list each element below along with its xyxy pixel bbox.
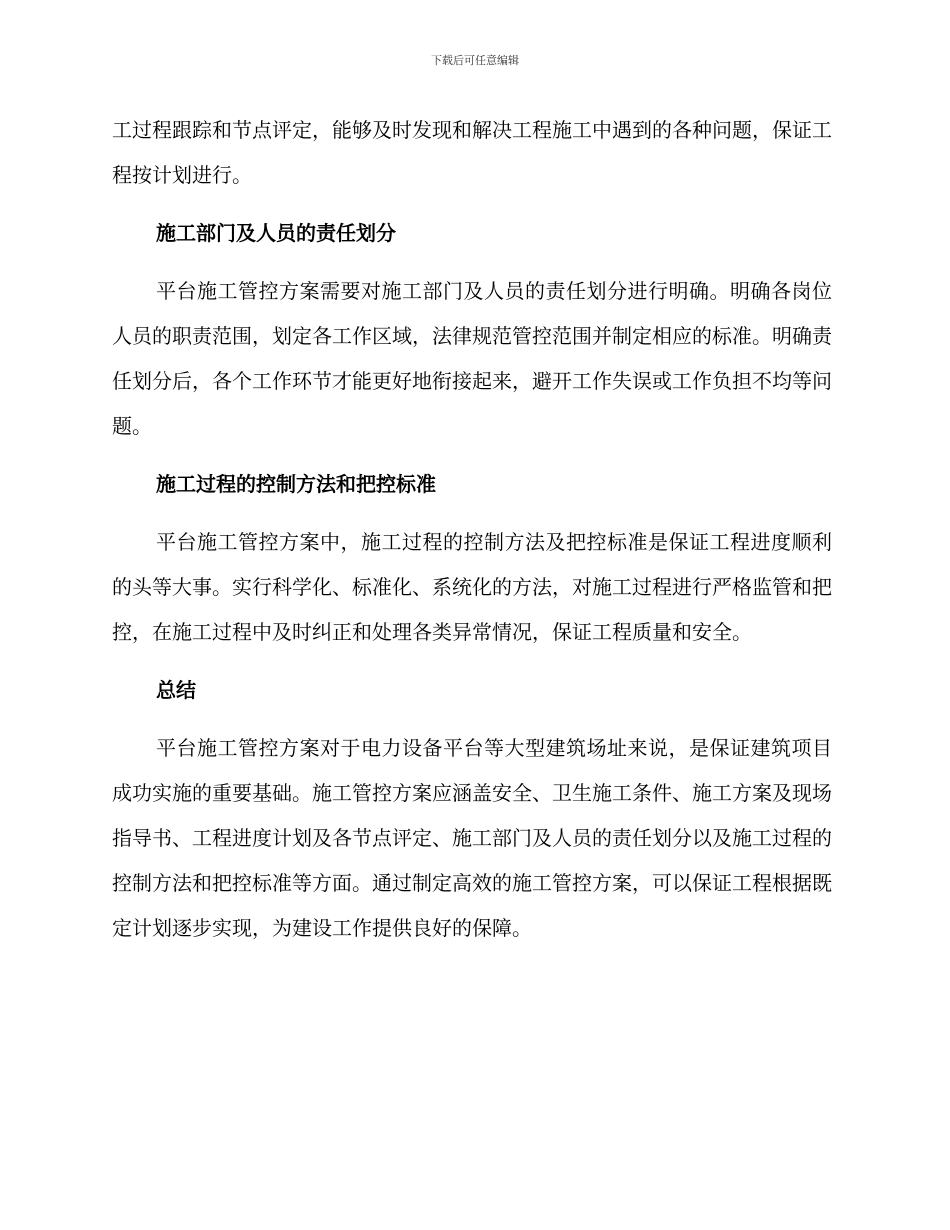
section-heading-responsibility: 施工部门及人员的责任划分 bbox=[156, 221, 396, 245]
page-header: 下载后可任意编辑 bbox=[431, 54, 519, 67]
section-heading-control: 施工过程的控制方法和把控标准 bbox=[156, 472, 436, 496]
intro-paragraph: 工过程跟踪和节点评定，能够及时发现和解决工程施工中遇到的各种问题，保证工程按计划进行。 bbox=[112, 118, 832, 187]
summary-paragraph: 平台施工管控方案对于电力设备平台等大型建筑场址来说，是保证建筑项目成功实施的重要基础。施工管控方案应涵盖安全、卫生施工条件、施工方案及现场指导书、工程进度计划及各节点评定、施工部门及人员的责任划分以及施工过程的控制方法和把控标准等方面。通过制定高效的施工管控方案，可以保证工程根据既定计划逐步实现，为建设工作提供良好的保障。 bbox=[112, 736, 832, 940]
section-heading-summary: 总结 bbox=[156, 678, 196, 702]
control-paragraph: 平台施工管控方案中，施工过程的控制方法及把控标准是保证工程进度顺利的头等大事。实行科学化、标准化、系统化的方法，对施工过程进行严格监管和把控，在施工过程中及时纠正和处理各类异常情况，保证工程质量和安全。 bbox=[112, 530, 832, 644]
responsibility-paragraph: 平台施工管控方案需要对施工部门及人员的责任划分进行明确。明确各岗位人员的职责范围，划定各工作区域，法律规范管控范围并制定相应的标准。明确责任划分后，各个工作环节才能更好地衔接起来，避开工作失误或工作负担不均等问题。 bbox=[112, 279, 832, 438]
document-body bbox=[112, 108, 832, 951]
